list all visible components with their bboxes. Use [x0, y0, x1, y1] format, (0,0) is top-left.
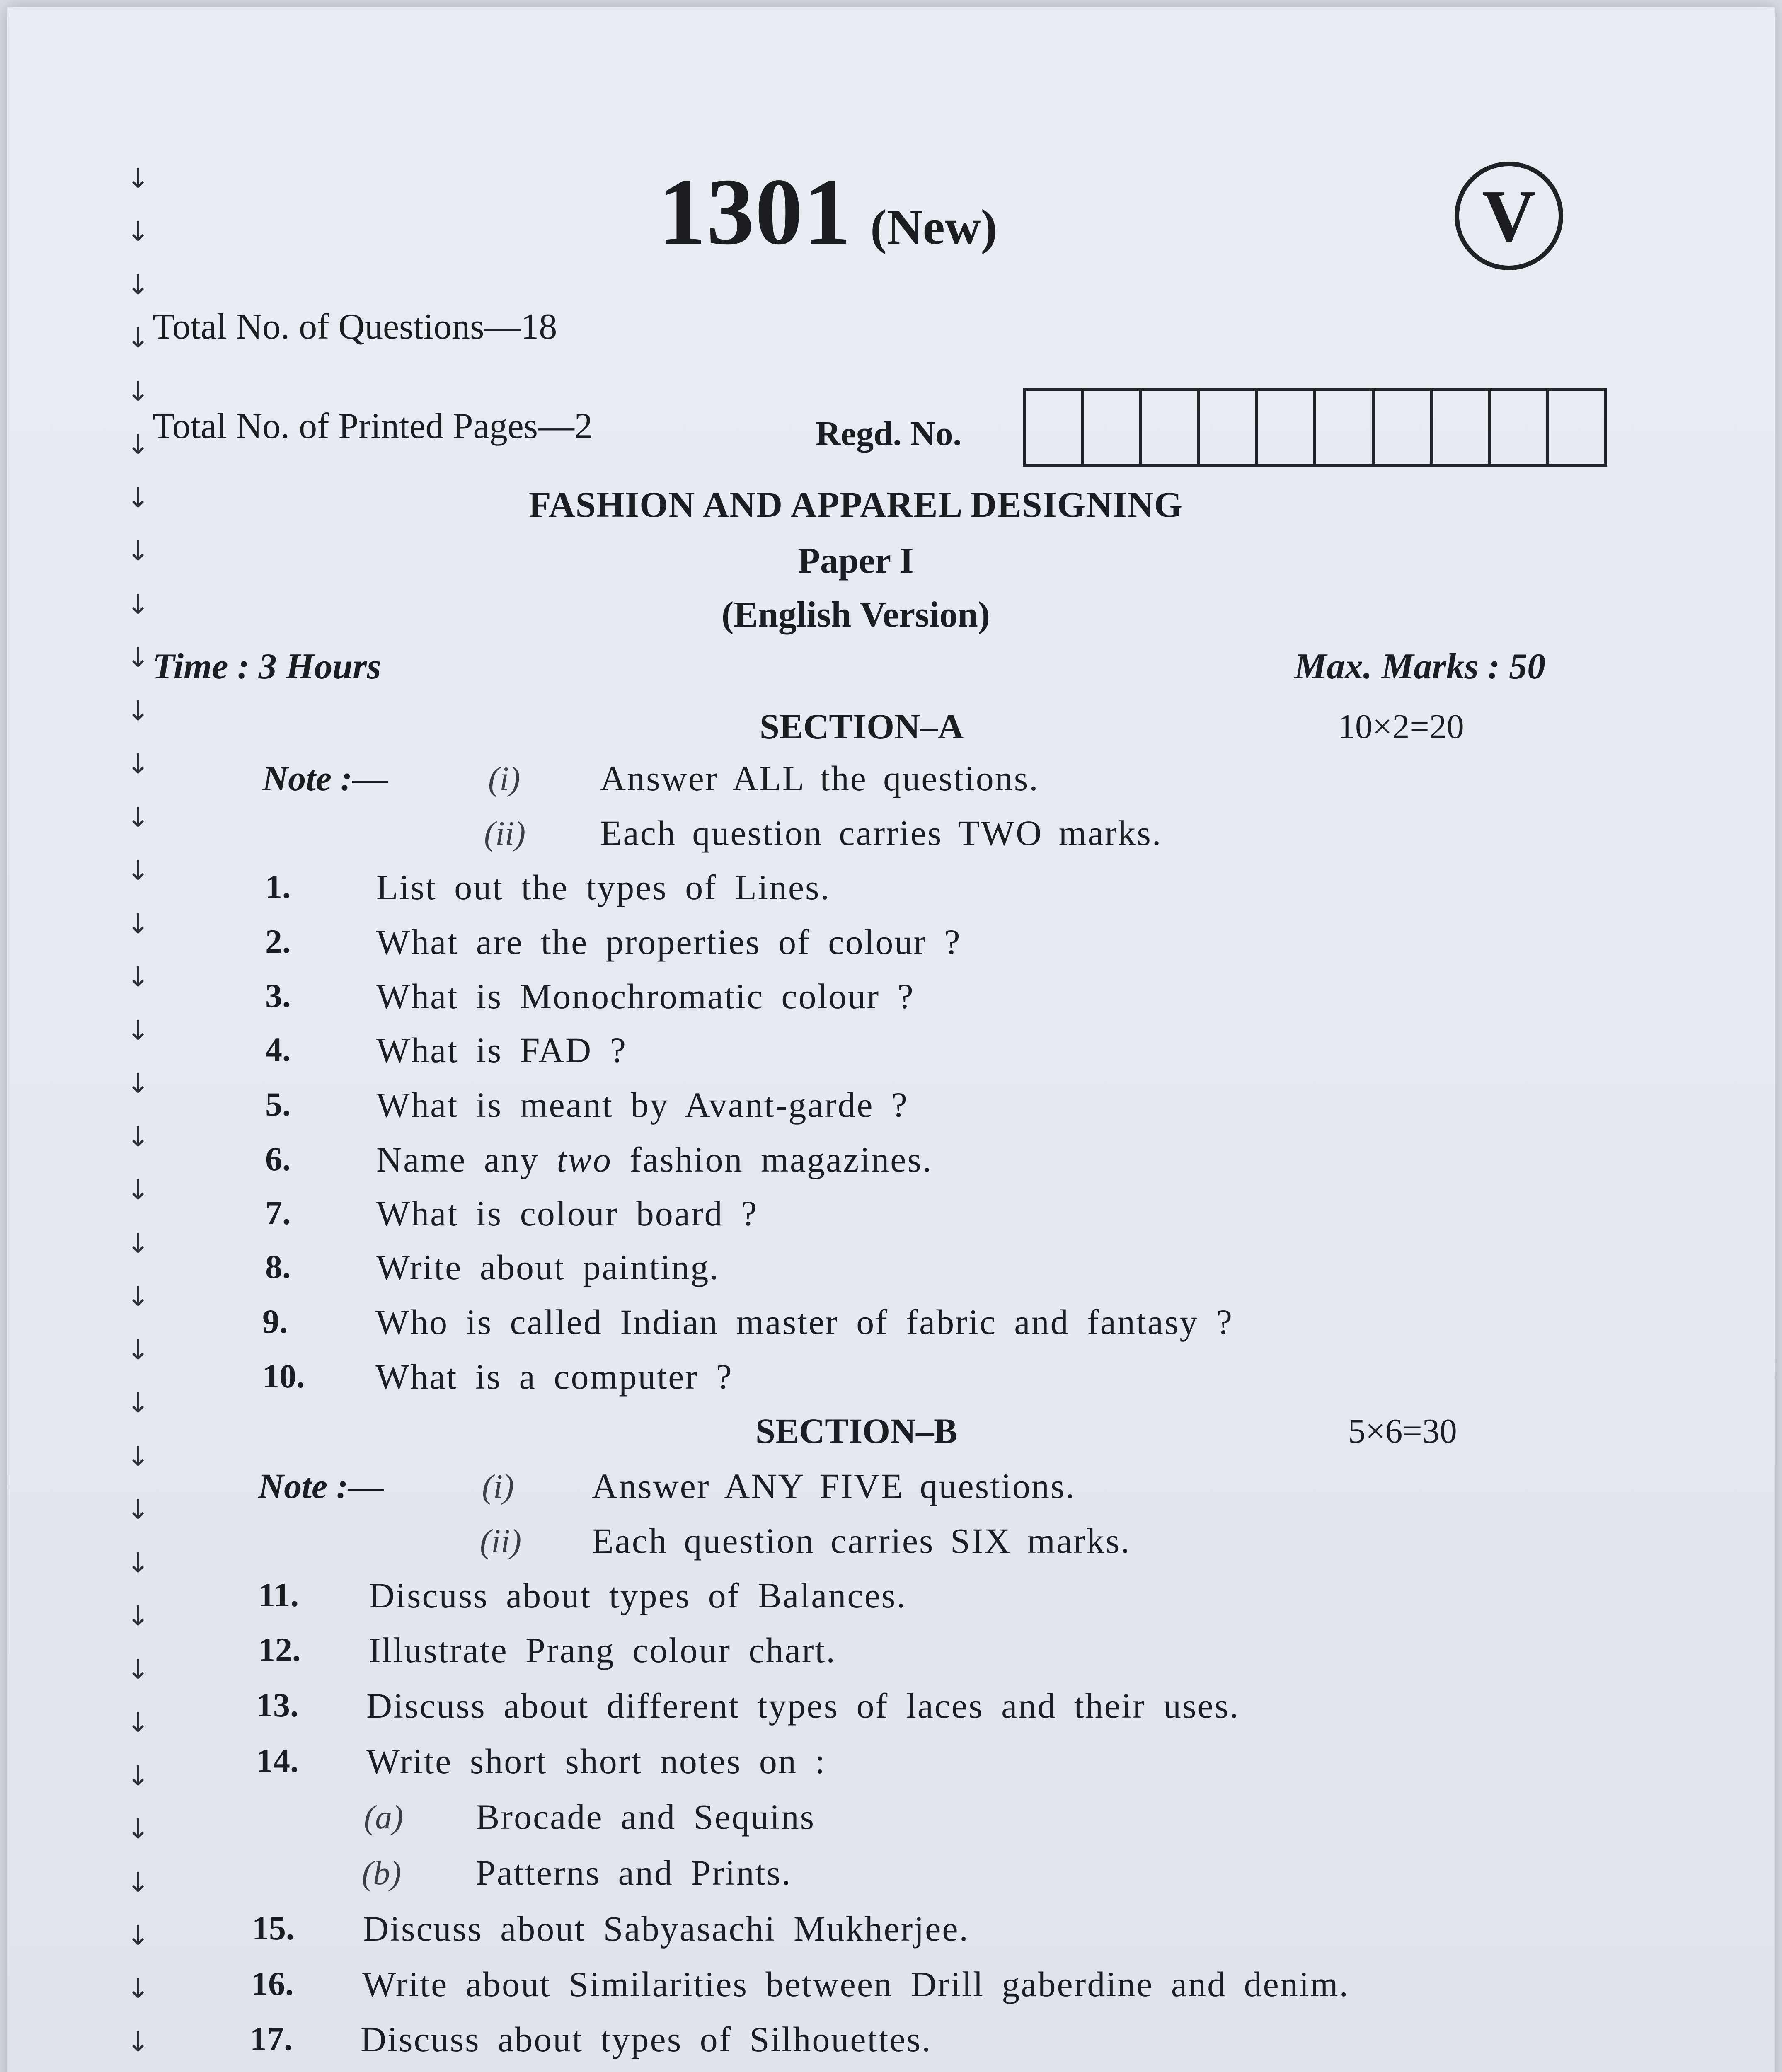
question-text: Who is called Indian master of fabric and fantasy ? — [375, 1302, 1234, 1342]
paper-code — [658, 157, 998, 266]
section-b-note-1-roman: (i) — [482, 1467, 514, 1505]
time-allowed: Time : 3 Hours — [153, 646, 381, 687]
regd-no-box[interactable] — [1258, 391, 1316, 464]
regd-no-label: Regd. No. — [816, 414, 962, 453]
version-mark-circle — [1455, 162, 1563, 270]
down-arrow-icon: ↓ — [126, 535, 150, 567]
regd-no-box[interactable] — [1142, 391, 1200, 464]
question-text-emphasis: two — [557, 1140, 612, 1179]
question-text: Write short short notes on : — [366, 1741, 826, 1781]
question-text: What is a computer ? — [375, 1357, 733, 1397]
question-number: 12. — [258, 1631, 301, 1668]
language-version: (English Version) — [722, 595, 990, 635]
section-a-heading: SECTION–A — [760, 707, 964, 746]
sub-question-text: Brocade and Sequins — [476, 1797, 816, 1837]
question-text: What is colour board ? — [376, 1193, 758, 1233]
down-arrow-icon: ↓ — [126, 1547, 150, 1579]
regd-no-boxes[interactable] — [1023, 388, 1607, 467]
down-arrow-icon: ↓ — [126, 1440, 150, 1472]
section-a-note-2-roman: (ii) — [484, 814, 526, 852]
down-arrow-icon: ↓ — [126, 801, 150, 833]
down-arrow-icon: ↓ — [126, 375, 150, 407]
perforation-arrow-column — [111, 162, 165, 2072]
question-number: 9. — [262, 1302, 288, 1340]
down-arrow-icon: ↓ — [126, 695, 150, 727]
question-text: Discuss about types of Silhouettes. — [361, 2019, 932, 2059]
down-arrow-icon: ↓ — [126, 322, 150, 354]
exam-paper — [7, 7, 1775, 2072]
section-b-note-2: Each question carries SIX marks. — [592, 1521, 1131, 1561]
down-arrow-icon: ↓ — [126, 908, 150, 940]
question-number: 8. — [265, 1248, 291, 1285]
down-arrow-icon: ↓ — [126, 1334, 150, 1366]
paper-code-suffix: (New) — [870, 199, 998, 254]
down-arrow-icon: ↓ — [126, 1067, 150, 1100]
regd-no-box[interactable] — [1200, 391, 1258, 464]
max-marks: Max. Marks : 50 — [1294, 646, 1546, 687]
regd-no-box[interactable] — [1375, 391, 1433, 464]
question-text — [376, 1139, 932, 1180]
sub-question-label: (a) — [364, 1798, 404, 1836]
down-arrow-icon: ↓ — [126, 1121, 150, 1153]
question-text: What are the properties of colour ? — [376, 922, 961, 962]
down-arrow-icon: ↓ — [126, 162, 150, 194]
down-arrow-icon: ↓ — [126, 215, 150, 248]
down-arrow-icon: ↓ — [126, 1973, 150, 2005]
down-arrow-icon: ↓ — [126, 1866, 150, 1898]
regd-no-box[interactable] — [1433, 391, 1491, 464]
sub-question-text: Patterns and Prints. — [476, 1853, 792, 1893]
section-b-note-2-roman: (ii) — [480, 1522, 522, 1560]
version-mark: V — [1482, 174, 1536, 257]
regd-no-box[interactable] — [1549, 391, 1604, 464]
down-arrow-icon: ↓ — [126, 1493, 150, 1526]
section-a-note-2: Each question carries TWO marks. — [600, 813, 1162, 853]
down-arrow-icon: ↓ — [126, 1760, 150, 1792]
total-pages: Total No. of Printed Pages—2 — [153, 406, 593, 446]
paper-number: Paper I — [798, 541, 914, 581]
sub-question-label: (b) — [362, 1854, 402, 1892]
section-b-note-1: Answer ANY FIVE questions. — [592, 1466, 1076, 1506]
down-arrow-icon: ↓ — [126, 854, 150, 887]
down-arrow-icon: ↓ — [126, 1387, 150, 1419]
question-number: 4. — [265, 1031, 291, 1068]
section-a-note-1: Answer ALL the questions. — [600, 758, 1039, 798]
down-arrow-icon: ↓ — [126, 1600, 150, 1632]
question-number: 11. — [258, 1576, 299, 1614]
question-text: What is FAD ? — [376, 1030, 627, 1070]
subject-title: FASHION AND APPAREL DESIGNING — [528, 485, 1183, 525]
down-arrow-icon: ↓ — [126, 748, 150, 780]
question-number: 15. — [252, 1909, 295, 1947]
regd-no-box[interactable] — [1491, 391, 1549, 464]
down-arrow-icon: ↓ — [126, 961, 150, 993]
question-text: What is meant by Avant-garde ? — [376, 1085, 909, 1125]
question-number: 14. — [256, 1742, 299, 1779]
question-number: 10. — [262, 1357, 305, 1395]
down-arrow-icon: ↓ — [126, 1174, 150, 1206]
total-questions: Total No. of Questions—18 — [153, 307, 557, 347]
down-arrow-icon: ↓ — [126, 588, 150, 620]
section-a-note-1-roman: (i) — [488, 760, 521, 797]
question-text: Illustrate Prang colour chart. — [369, 1630, 836, 1670]
question-number: 6. — [265, 1140, 291, 1178]
down-arrow-icon: ↓ — [126, 1813, 150, 1845]
section-b-note-label: Note :— — [258, 1466, 384, 1506]
regd-no-box[interactable] — [1084, 391, 1142, 464]
down-arrow-icon: ↓ — [126, 1919, 150, 1951]
question-number: 1. — [265, 868, 291, 905]
down-arrow-icon: ↓ — [126, 1014, 150, 1046]
question-text: Write about painting. — [376, 1247, 720, 1287]
question-text: List out the types of Lines. — [376, 867, 830, 907]
section-a-note-label: Note :— — [262, 758, 388, 798]
down-arrow-icon: ↓ — [126, 1706, 150, 1739]
question-text: Discuss about types of Balances. — [369, 1576, 907, 1615]
down-arrow-icon: ↓ — [126, 2026, 150, 2058]
question-number: 17. — [250, 2020, 293, 2057]
down-arrow-icon: ↓ — [126, 269, 150, 301]
down-arrow-icon: ↓ — [126, 1280, 150, 1313]
down-arrow-icon: ↓ — [126, 641, 150, 674]
regd-no-box[interactable] — [1026, 391, 1084, 464]
down-arrow-icon: ↓ — [126, 1227, 150, 1259]
down-arrow-icon: ↓ — [126, 428, 150, 461]
question-text-part: fashion magazines. — [612, 1140, 933, 1179]
question-number: 16. — [251, 1965, 294, 2002]
question-text: Write about Similarities between Drill gaberdine and denim. — [362, 1964, 1350, 2004]
down-arrow-icon: ↓ — [126, 482, 150, 514]
question-number: 13. — [256, 1686, 299, 1724]
section-b-marks: 5×6=30 — [1348, 1412, 1457, 1450]
down-arrow-icon: ↓ — [126, 1653, 150, 1685]
question-number: 3. — [265, 977, 291, 1014]
question-number: 2. — [265, 922, 291, 960]
section-a-marks: 10×2=20 — [1338, 707, 1464, 746]
question-text-part: Name any — [376, 1140, 557, 1179]
question-number: 5. — [265, 1085, 291, 1123]
question-text: Discuss about different types of laces and their uses. — [366, 1686, 1240, 1726]
question-text: Discuss about Sabyasachi Mukherjee. — [363, 1909, 970, 1949]
regd-no-box[interactable] — [1316, 391, 1374, 464]
paper-code-number: 1301 — [658, 159, 852, 264]
question-text: What is Monochromatic colour ? — [376, 976, 915, 1016]
question-number: 7. — [265, 1194, 291, 1232]
section-b-heading: SECTION–B — [755, 1411, 958, 1451]
